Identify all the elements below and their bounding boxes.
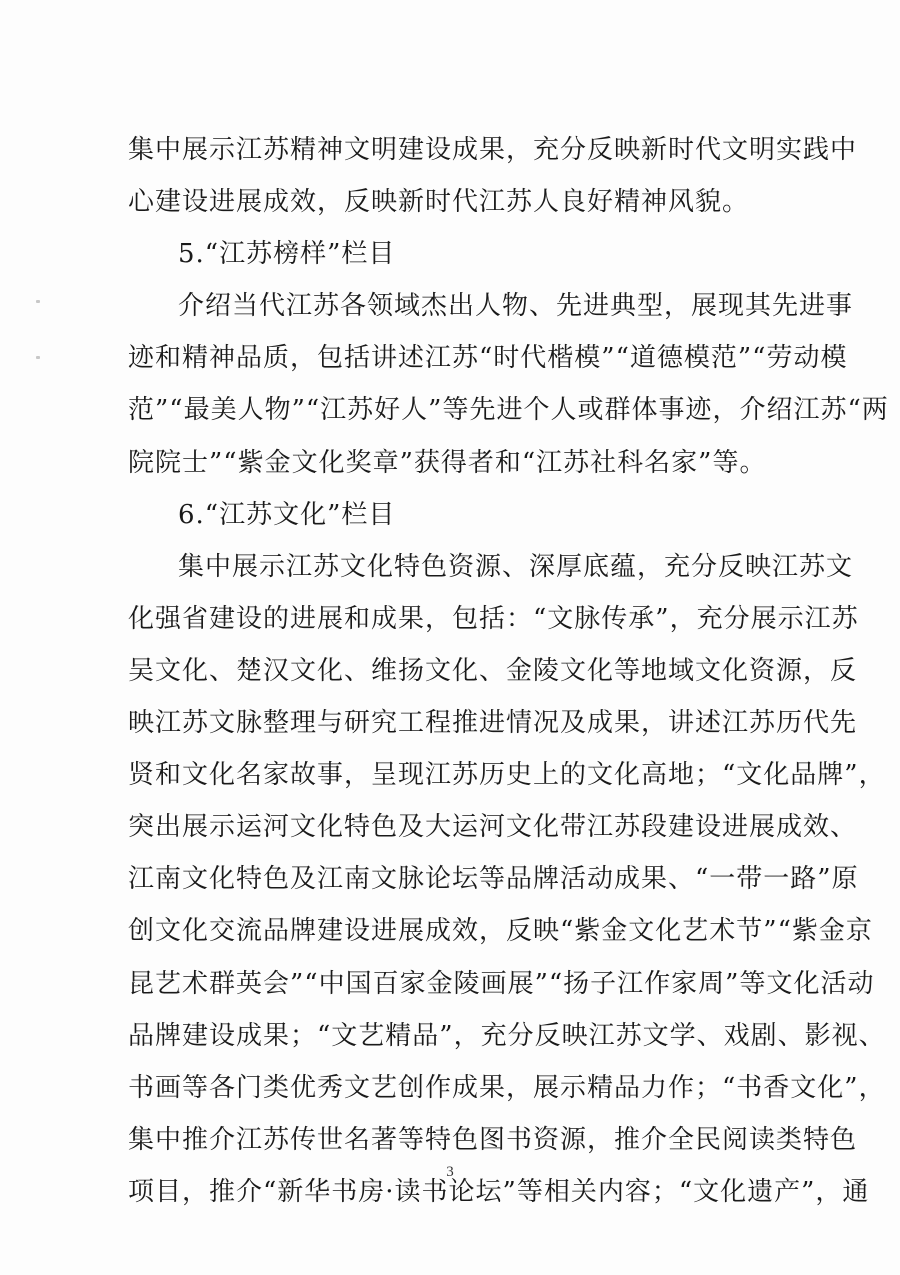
scan-mark: [36, 356, 40, 359]
text-line: 集中推介江苏传世名著等特色图书资源，推介全民阅读类特色: [128, 1124, 858, 1155]
text-line: 书画等各门类优秀文艺创作成果，展示精品力作；“书香文化”，: [128, 1072, 886, 1103]
text-line: 品牌建设成果；“文艺精品”，充分反映江苏文学、戏剧、影视、: [128, 1020, 886, 1051]
text-line: 化强省建设的进展和成果，包括：“文脉传承”，充分展示江苏: [128, 603, 859, 634]
section-heading: 6.“江苏文化”栏目: [178, 499, 396, 530]
text-line: 集中展示江苏精神文明建设成果，充分反映新时代文明实践中: [128, 135, 858, 165]
text-line: 映江苏文脉整理与研究工程推进情况及成果，讲述江苏历代先: [128, 708, 858, 739]
text-line: 江南文化特色及江南文脉论坛等品牌活动成果、“一带一路”原: [128, 864, 859, 895]
text-line: 心建设进展成效，反映新时代江苏人良好精神风貌。: [128, 187, 750, 218]
document-body: [128, 124, 889, 1218]
text-line: 昆艺术群英会”“中国百家金陵画展”“扬子江作家周”等文化活动: [128, 968, 875, 999]
page-number: 3: [446, 1164, 454, 1180]
section-heading: 5.“江苏榜样”栏目: [178, 239, 396, 270]
scan-mark: [36, 300, 40, 303]
text-line: 贤和文化名家故事，呈现江苏历史上的文化高地；“文化品牌”，: [128, 760, 886, 791]
text-line: 院院士”“紫金文化奖章”获得者和“江苏社科名家”等。: [128, 447, 767, 478]
text-line: 范”“最美人物”“江苏好人”等先进个人或群体事迹，介绍江苏“两: [128, 395, 889, 426]
text-line: 吴文化、楚汉文化、维扬文化、金陵文化等地域文化资源，反: [128, 655, 858, 686]
text-line: 介绍当代江苏各领域杰出人物、先进典型，展现其先进事: [178, 291, 854, 322]
text-line: 创文化交流品牌建设进展成效，反映“紫金文化艺术节”“紫金京: [128, 916, 873, 947]
text-line: 迹和精神品质，包括讲述江苏“时代楷模”“道德模范”“劳动模: [128, 343, 848, 374]
text-line: 突出展示运河文化特色及大运河文化带江苏段建设进展成效、: [128, 812, 858, 843]
text-line: 集中展示江苏文化特色资源、深厚底蕴，充分反映江苏文: [178, 551, 854, 582]
text-line: 项目，推介“新华书房·读书论坛”等相关内容；“文化遗产”，通: [128, 1176, 870, 1207]
